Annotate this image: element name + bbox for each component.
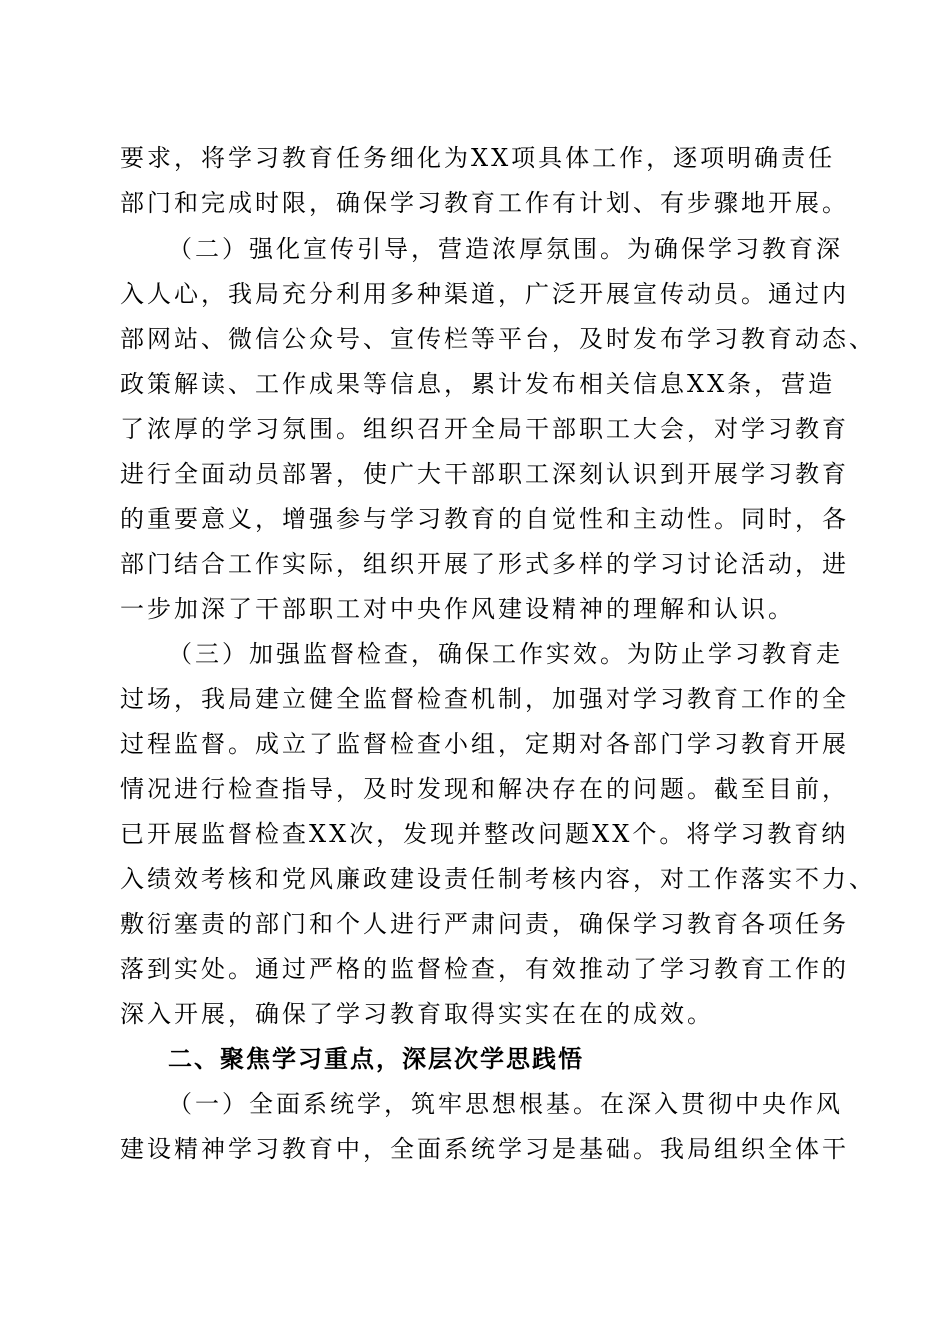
paragraph-line: 进行全面动员部署，使广大干部职工深刻认识到开展学习教育 [120,460,849,488]
paragraph-line: 落到实处。通过严格的监督检查，有效推动了学习教育工作的 [120,955,849,983]
section-heading: 二、聚焦学习重点，深层次学思践悟 [168,1045,584,1073]
paragraph-line: 深入开展，确保了学习教育取得实实在在的成效。 [120,1000,714,1028]
paragraph-line: 敷衍塞责的部门和个人进行严肃问责，确保学习教育各项任务 [120,910,849,938]
paragraph-line: 部门和完成时限，确保学习教育工作有计划、有步骤地开展。 [120,189,849,217]
paragraph-line: （一）全面系统学，筑牢思想根基。在深入贯彻中央作风 [168,1090,843,1118]
paragraph-line: 部网站、微信公众号、宣传栏等平台，及时发布学习教育动态、 [120,325,876,353]
paragraph-line: 部门结合工作实际，组织开展了形式多样的学习讨论活动，进 [120,550,849,578]
paragraph-line: （二）强化宣传引导，营造浓厚氛围。为确保学习教育深 [168,235,843,263]
paragraph-line: 一步加深了干部职工对中央作风建设精神的理解和认识。 [120,595,795,623]
paragraph-line: （三）加强监督检查，确保工作实效。为防止学习教育走 [168,640,843,668]
paragraph-line: 入人心，我局充分利用多种渠道，广泛开展宣传动员。通过内 [120,280,849,308]
paragraph-line: 已开展监督检查XX次，发现并整改问题XX个。将学习教育纳 [120,820,849,848]
paragraph-line: 入绩效考核和党风廉政建设责任制考核内容，对工作落实不力、 [120,865,876,893]
paragraph-line: 过场，我局建立健全监督检查机制，加强对学习教育工作的全 [120,685,849,713]
paragraph-line: 建设精神学习教育中，全面系统学习是基础。我局组织全体干 [120,1135,849,1163]
paragraph-line: 的重要意义，增强参与学习教育的自觉性和主动性。同时，各 [120,505,849,533]
paragraph-line: 要求，将学习教育任务细化为XX项具体工作，逐项明确责任 [120,144,836,172]
paragraph-line: 情况进行检查指导，及时发现和解决存在的问题。截至目前， [120,775,849,803]
paragraph-line: 过程监督。成立了监督检查小组，定期对各部门学习教育开展 [120,730,849,758]
paragraph-line: 了浓厚的学习氛围。组织召开全局干部职工大会，对学习教育 [120,415,849,443]
paragraph-line: 政策解读、工作成果等信息，累计发布相关信息XX条，营造 [120,370,836,398]
